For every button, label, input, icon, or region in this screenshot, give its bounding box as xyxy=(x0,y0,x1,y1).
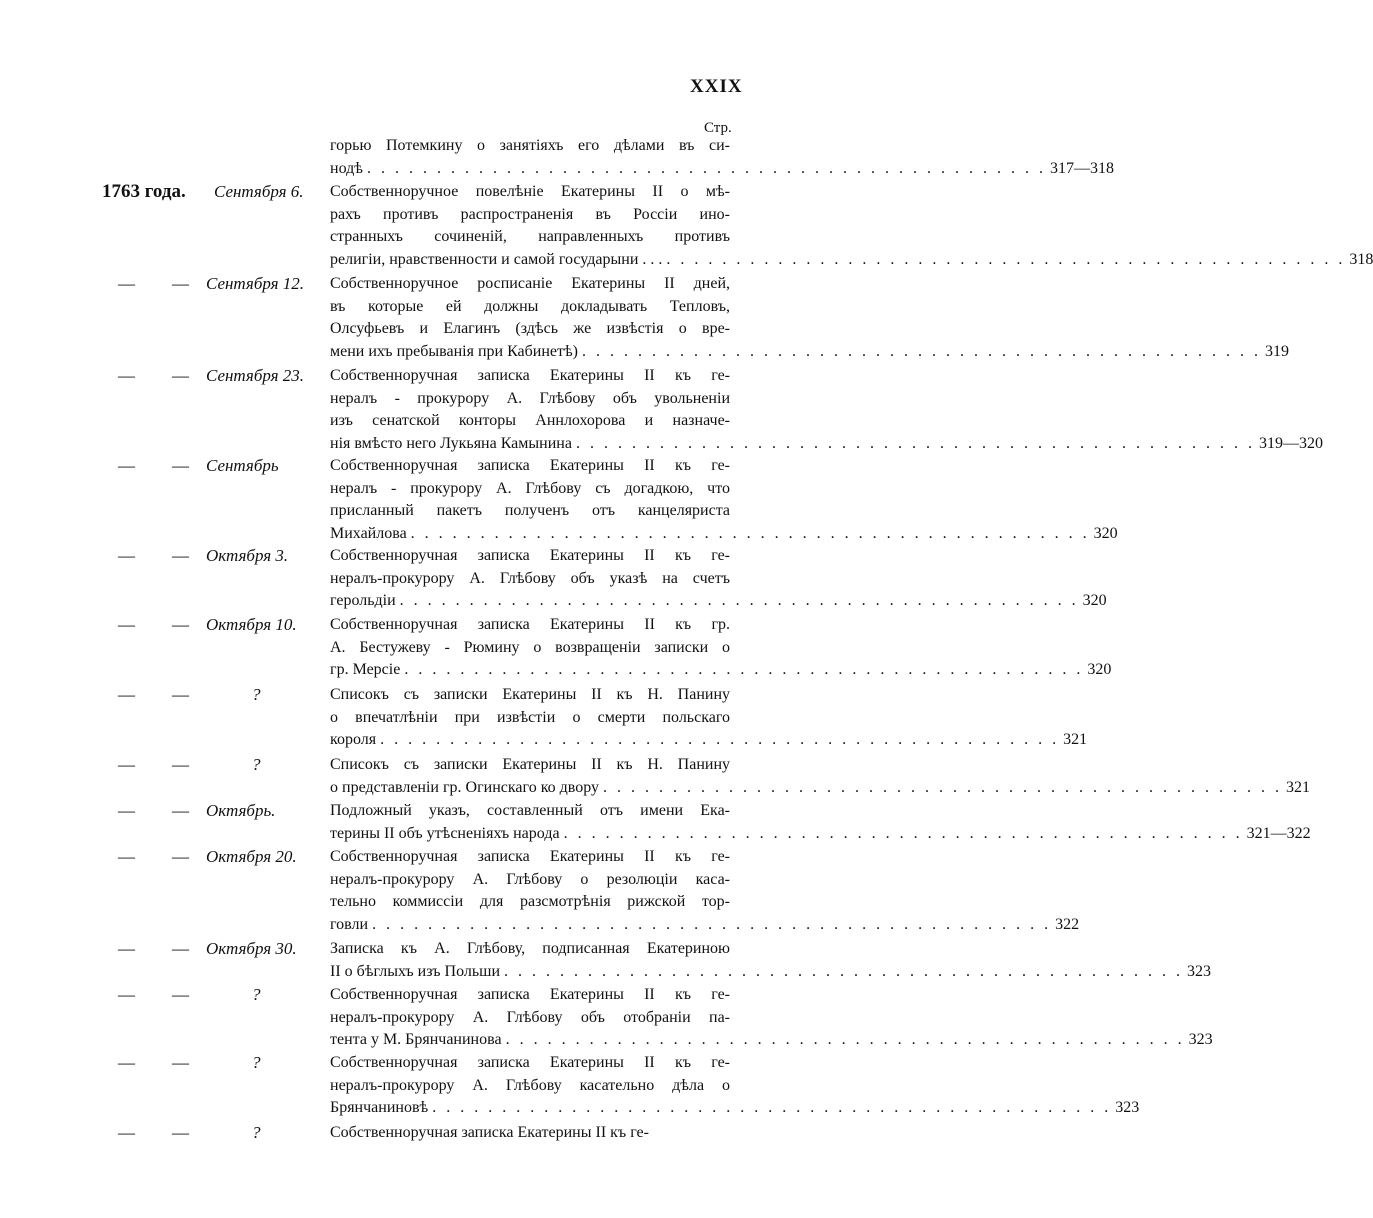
ditto-dash-word: — xyxy=(172,456,189,475)
entry-text-line: нія вмѣсто него Лукьяна Камынина xyxy=(330,435,572,453)
entry-text-line: Собственноручное повелѣніе Екатерины II о мѣ- xyxy=(330,183,730,200)
entry-page-number: 320 xyxy=(1087,661,1112,679)
entry-last-line xyxy=(330,961,1212,984)
entry-last-line xyxy=(330,659,1112,682)
dot-leader: . . . . . . . . . . . . . . . . . . . . . . . . . . . . . . . . . . . . . . . . . . . . . . . . . xyxy=(582,343,1262,361)
entry-description xyxy=(330,938,1212,983)
dot-leader: . . . . . . . . . . . . . . . . . . . . . . . . . . . . . . . . . . . . . . . . . . . . . . . . . xyxy=(666,251,1346,269)
toc-entry xyxy=(0,1122,843,1145)
ditto-dash-word: — xyxy=(172,847,189,866)
entry-description xyxy=(330,800,1311,845)
entry-text-line: нералъ-прокурору А. Глѣбову объ отобраніи па- xyxy=(330,1008,730,1026)
ditto-dash-year: — xyxy=(118,685,135,704)
ditto-dash-word: — xyxy=(172,366,189,385)
toc-entry xyxy=(0,1052,1140,1120)
entry-text-line: Собственноручная записка Екатерины II къ ге- xyxy=(330,367,730,384)
ditto-dash-year: — xyxy=(118,274,135,293)
entry-description xyxy=(330,614,1112,682)
dot-leader: . . . . . . . . . . . . . . . . . . . . . . . . . . . . . . . . . . . . . . . . . . . . . . . . . xyxy=(504,962,1184,980)
ditto-dash-year: — xyxy=(118,1123,135,1142)
entry-day: ? xyxy=(252,985,261,1004)
entry-description xyxy=(330,365,1323,456)
entry-last-line xyxy=(330,433,1323,456)
entry-day: Октября 3. xyxy=(206,546,289,565)
entry-description xyxy=(330,684,1088,752)
entry-text-line: о впечатлѣніи при извѣстіи о смерти польскаго xyxy=(330,708,730,726)
toc-entry xyxy=(0,754,1311,799)
ditto-dash-year: — xyxy=(118,847,135,866)
ditto-dash-word: — xyxy=(172,1123,189,1142)
entry-text-line: нералъ - прокурору А. Глѣбову съ догадкою, что xyxy=(330,479,730,497)
dot-leader: . . . . . . . . . . . . . . . . . . . . . . . . . . . . . . . . . . . . . . . . . . . . . . . . . xyxy=(603,778,1283,796)
entry-page-number: 321 xyxy=(1286,778,1311,796)
ditto-dash-word: — xyxy=(172,755,189,774)
entry-text-line: Собственноручная записка Екатерины II къ гр. xyxy=(330,616,730,633)
entry-text-line: Михайлова xyxy=(330,525,407,543)
entry-page-number: 317—318 xyxy=(1049,159,1114,177)
dot-leader: . . . . . . . . . . . . . . . . . . . . . . . . . . . . . . . . . . . . . . . . . . . . . . . . . xyxy=(432,1099,1112,1117)
entry-day: Сентября 6. xyxy=(214,182,304,201)
ditto-dash-word: — xyxy=(172,685,189,704)
entry-last-line xyxy=(330,729,1088,752)
entry-last-line xyxy=(330,1097,1140,1120)
page-number: XXIX xyxy=(690,76,743,97)
entry-page-number: 320 xyxy=(1093,525,1118,543)
ditto-dash-word: — xyxy=(172,801,189,820)
entry-description xyxy=(330,754,1311,799)
ditto-dash-year: — xyxy=(118,755,135,774)
entry-text-line: А. Бестужеву - Рюмину о возвращеніи записки о xyxy=(330,638,730,656)
dot-leader: . . . . . . . . . . . . . . . . . . . . . . . . . . . . . . . . . . . . . . . . . . . . . . . . . xyxy=(366,159,1046,177)
ditto-dash-year: — xyxy=(118,985,135,1004)
entry-day: Октябрь. xyxy=(206,801,276,820)
ditto-dash-year: — xyxy=(118,615,135,634)
entry-text-line: нералъ-прокурору А. Глѣбову о резолюціи каса- xyxy=(330,870,730,888)
entry-description xyxy=(330,135,1114,180)
entry-last-line xyxy=(330,1029,1213,1052)
entry-page-number: 319 xyxy=(1265,343,1290,361)
entry-text-line: терины II объ утѣсненіяхъ народа xyxy=(330,824,560,842)
entry-text-line: II о бѣглыхъ изъ Польши xyxy=(330,962,501,980)
dot-leader: . . . . . . . . . . . . . . . . . . . . . . . . . . . . . . . . . . . . . . . . . . . . . . . . . xyxy=(575,435,1255,453)
ditto-dash-word: — xyxy=(172,546,189,565)
entry-description xyxy=(330,273,1290,364)
toc-entry xyxy=(0,135,1114,180)
entry-text-line: тента у М. Брянчанинова xyxy=(330,1031,502,1049)
entry-day: Октября 30. xyxy=(206,939,297,958)
entry-day: ? xyxy=(252,1053,261,1072)
ditto-dash-year: — xyxy=(118,939,135,958)
ditto-dash-year: — xyxy=(118,546,135,565)
ditto-dash-year: — xyxy=(118,1053,135,1072)
entry-text-line: Собственноручное росписаніе Екатерины II дней, xyxy=(330,275,730,292)
entry-text-line: мени ихъ пребыванія при Кабинетѣ) xyxy=(330,343,579,361)
entry-last-line xyxy=(330,914,1080,937)
entry-last-line xyxy=(330,777,1311,800)
entry-description xyxy=(330,846,1080,937)
entry-text-line: присланный пакетъ полученъ отъ канцеляриста xyxy=(330,502,730,520)
entry-text-line: говли xyxy=(330,916,369,934)
entry-description xyxy=(330,545,1107,613)
entry-text-line: странныхъ сочиненій, направленныхъ противъ xyxy=(330,228,730,246)
entry-page-number: 323 xyxy=(1115,1099,1140,1117)
toc-entry xyxy=(0,984,1213,1052)
entry-text-line: Собственноручная записка Екатерины II къ ге- xyxy=(330,848,730,865)
ditto-dash-word: — xyxy=(172,985,189,1004)
dot-leader: . . . . . . . . . . . . . . . . . . . . . . . . . . . . . . . . . . . . . . . . . . . . . . . . . xyxy=(380,731,1060,749)
entry-text-line: Списокъ съ записки Екатерины II къ Н. Панину xyxy=(330,686,730,703)
entry-text-line: Записка къ А. Глѣбову, подписанная Екатериною xyxy=(330,940,730,957)
ditto-dash-word: — xyxy=(172,1053,189,1072)
toc-entry xyxy=(0,684,1088,752)
entry-text-line: Подложный указъ, составленный отъ имени Ека- xyxy=(330,802,730,819)
entry-page-number: 323 xyxy=(1187,962,1212,980)
toc-entry xyxy=(0,545,1107,613)
ditto-dash-year: — xyxy=(118,801,135,820)
entry-page-number: 322 xyxy=(1055,916,1080,934)
entry-last-line xyxy=(330,823,1311,846)
entry-last-line xyxy=(330,1122,730,1145)
entry-description xyxy=(330,181,1373,272)
entry-day: Сентябрь xyxy=(206,456,279,475)
entry-text-line: Собственноручная записка Екатерины II къ ге- xyxy=(330,1054,730,1071)
entry-day: ? xyxy=(252,685,261,704)
ditto-dash-word: — xyxy=(172,615,189,634)
ditto-dash-word: — xyxy=(172,939,189,958)
entry-year: 1763 года. xyxy=(102,181,186,202)
entry-text-line: нералъ - прокурору А. Глѣбову объ увольненіи xyxy=(330,389,730,407)
entry-text-line: герольдіи xyxy=(330,592,396,610)
entry-day: Октября 10. xyxy=(206,615,297,634)
toc-entry xyxy=(0,455,1118,546)
dot-leader: . . . . . . . . . . . . . . . . . . . . . . . . . . . . . . . . . . . . . . . . . . . . . . . . . xyxy=(404,661,1084,679)
entry-text-line: нералъ-прокурору А. Глѣбову касательно дѣла о xyxy=(330,1076,730,1094)
entry-last-line xyxy=(330,590,1107,613)
toc-entry xyxy=(0,365,1323,456)
entry-text-line: тельно коммиссіи для разсмотрѣнія рижской тор- xyxy=(330,893,730,911)
entry-text-line: Собственноручная записка Екатерины II къ ге- xyxy=(330,986,730,1003)
entry-text-line: Собственноручная записка Екатерины II къ ге- xyxy=(330,457,730,474)
toc-entry xyxy=(0,938,1212,983)
entry-text-line: горью Потемкину о занятіяхъ его дѣлами въ си- xyxy=(330,137,730,154)
entry-text-line: Собственноручная записка Екатерины II къ ге- xyxy=(330,1124,649,1141)
entry-last-line xyxy=(330,158,1114,181)
toc-entry xyxy=(0,614,1112,682)
toc-entry xyxy=(0,846,1080,937)
ditto-dash-word: — xyxy=(172,274,189,293)
entry-text-line: Олсуфьевъ и Елагинъ (здѣсь же извѣстія о вре- xyxy=(330,320,730,338)
entry-text-line: о представленіи гр. Огинскаго ко двору xyxy=(330,778,600,796)
dot-leader: . . . . . . . . . . . . . . . . . . . . . . . . . . . . . . . . . . . . . . . . . . . . . . . . . xyxy=(563,824,1243,842)
entry-page-number: 321—322 xyxy=(1246,824,1311,842)
entry-text-line: религіи, нравственности и самой государыни . . . xyxy=(330,251,663,269)
entry-day: ? xyxy=(252,1123,261,1142)
ditto-dash-year: — xyxy=(118,366,135,385)
dot-leader: . . . . . . . . . . . . . . . . . . . . . . . . . . . . . . . . . . . . . . . . . . . . . . . . . xyxy=(372,916,1052,934)
dot-leader: . . . . . . . . . . . . . . . . . . . . . . . . . . . . . . . . . . . . . . . . . . . . . . . . . xyxy=(410,525,1090,543)
dot-leader: . . . . . . . . . . . . . . . . . . . . . . . . . . . . . . . . . . . . . . . . . . . . . . . . . xyxy=(505,1031,1185,1049)
entry-last-line xyxy=(330,523,1118,546)
entry-description xyxy=(330,984,1213,1052)
toc-entry xyxy=(0,800,1311,845)
entry-text-line: Брянчаниновѣ xyxy=(330,1099,429,1117)
entry-last-line xyxy=(330,249,1373,272)
entry-description xyxy=(330,1052,1140,1120)
entry-day: Октября 20. xyxy=(206,847,297,866)
entry-text-line: Собственноручная записка Екатерины II къ ге- xyxy=(330,547,730,564)
entry-page-number: 318 xyxy=(1349,251,1373,269)
entry-page-number: 319—320 xyxy=(1258,435,1323,453)
entry-text-line: нералъ-прокурору А. Глѣбову объ указѣ на счетъ xyxy=(330,569,730,587)
entry-last-line xyxy=(330,341,1290,364)
entry-day: Сентября 12. xyxy=(206,274,305,293)
entry-day: ? xyxy=(252,755,261,774)
page-column-header: Стр. xyxy=(704,120,732,136)
entry-text-line: въ которые ей должны докладывать Тепловъ, xyxy=(330,297,730,315)
entry-text-line: изъ сенатской конторы Аннлохорова и назначе- xyxy=(330,412,730,430)
entry-text-line: нодѣ xyxy=(330,159,363,177)
entry-page-number: 323 xyxy=(1188,1031,1213,1049)
entry-text-line: короля xyxy=(330,731,377,749)
entry-page-number: 320 xyxy=(1082,592,1107,610)
toc-entry xyxy=(0,181,1373,272)
entry-description xyxy=(330,1122,730,1145)
entry-day: Сентября 23. xyxy=(206,366,305,385)
entry-text-line: Списокъ съ записки Екатерины II къ Н. Панину xyxy=(330,756,730,773)
entry-page-number: 321 xyxy=(1063,731,1088,749)
toc-entry xyxy=(0,273,1290,364)
entry-text-line: рахъ противъ распространенія въ Россіи ино- xyxy=(330,205,730,223)
entry-description xyxy=(330,455,1118,546)
ditto-dash-year: — xyxy=(118,456,135,475)
entry-text-line: гр. Мерсіе xyxy=(330,661,401,679)
dot-leader: . . . . . . . . . . . . . . . . . . . . . . . . . . . . . . . . . . . . . . . . . . . . . . . . . xyxy=(399,592,1079,610)
